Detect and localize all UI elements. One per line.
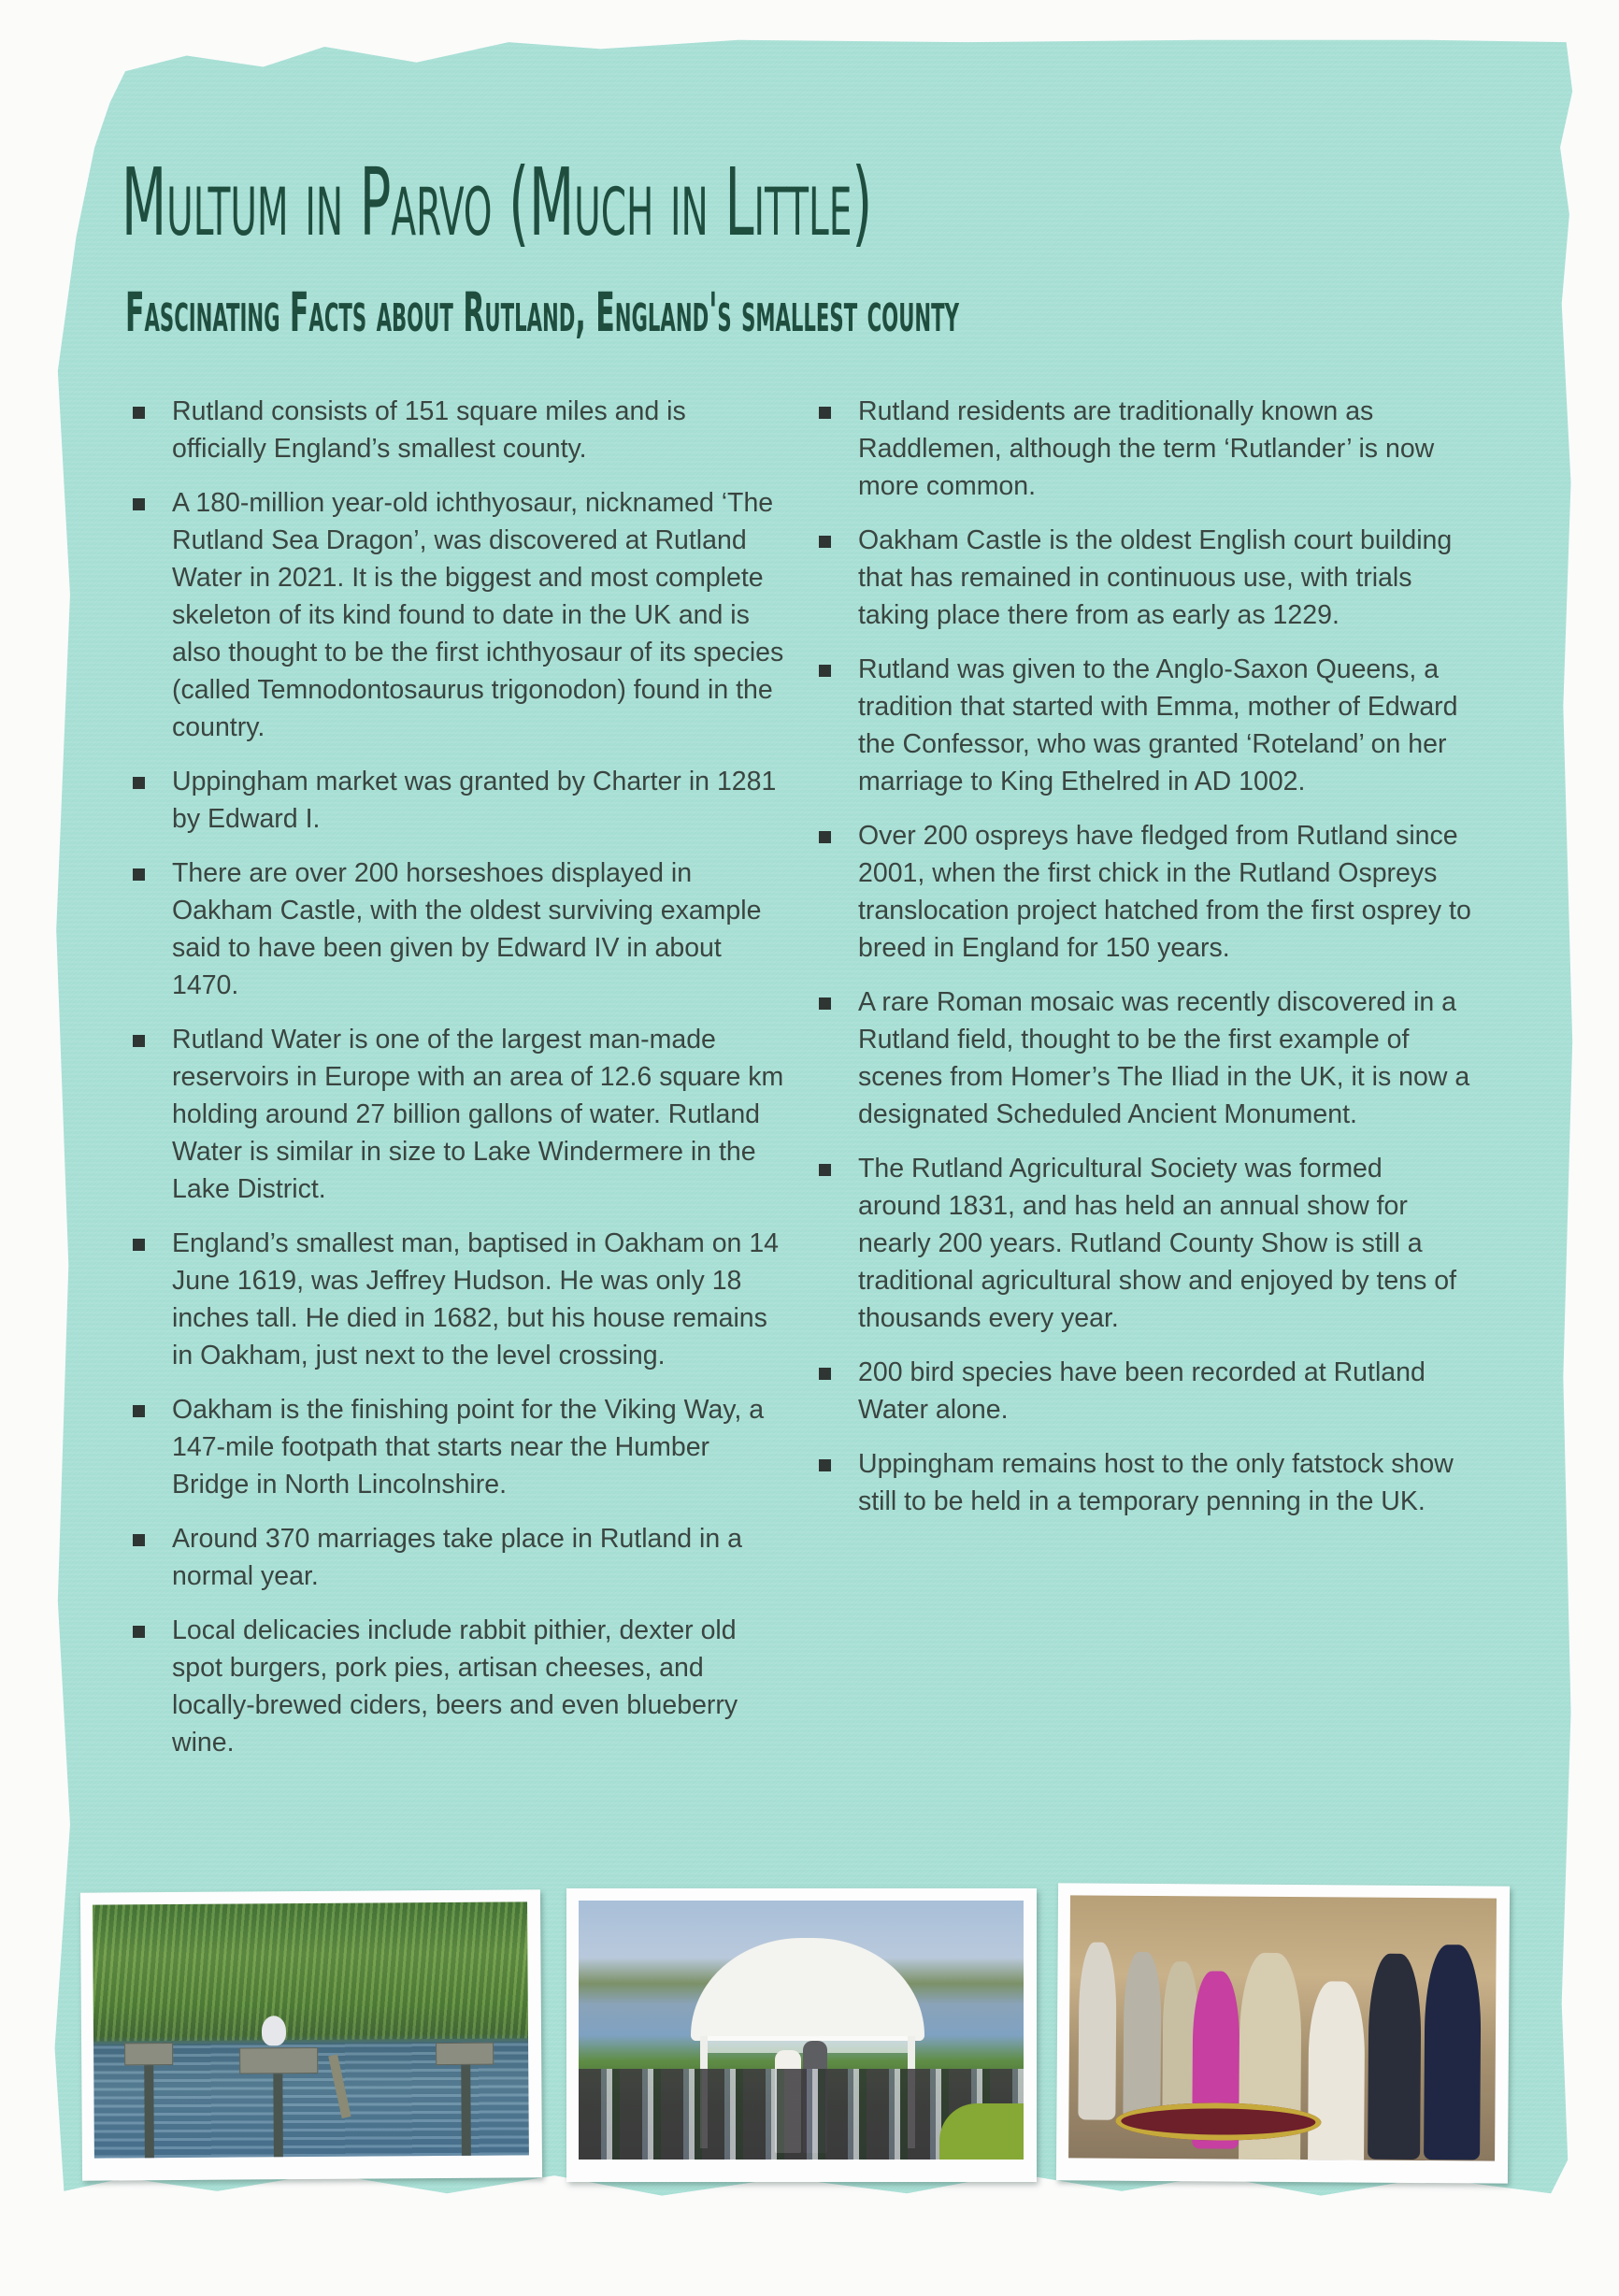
post xyxy=(461,2065,471,2159)
square-bullet-icon xyxy=(819,1459,831,1471)
person-navy-suit xyxy=(1424,1944,1482,2160)
fact-text: There are over 200 horseshoes displayed in Oakham Castle, with the oldest surviving example said to have been given by Edward IV in about 1470. xyxy=(172,858,762,1000)
photo-osprey-nests xyxy=(80,1889,542,2180)
facts-column-right xyxy=(817,393,1471,1537)
square-bullet-icon xyxy=(819,831,831,843)
fact-item xyxy=(131,763,785,838)
fact-item xyxy=(817,983,1471,1133)
nest-platform xyxy=(436,2043,494,2065)
person-dark-suit xyxy=(1368,1954,1422,2160)
post xyxy=(273,2074,283,2158)
page-subtitle: Fascinating Facts about Rutland, England's smallest county xyxy=(125,280,959,344)
fact-text: Rutland residents are traditionally known as Raddlemen, although the term ‘Rutlander’ is now more common. xyxy=(858,396,1435,501)
nest-platform xyxy=(124,2043,173,2065)
person xyxy=(1078,1942,1116,2119)
page-title: Multum in Parvo (Much in Little) xyxy=(122,148,873,257)
facts-column-left xyxy=(131,393,785,1778)
fact-item xyxy=(131,1391,785,1503)
fact-item xyxy=(817,817,1471,967)
fact-text: The Rutland Agricultural Society was formed around 1831, and has held an annual show for nearly 200 years. Rutland County Show is still a traditional agricultural show and enjoyed by tens of thousands every year. xyxy=(858,1154,1457,1333)
fact-item xyxy=(817,1445,1471,1520)
fact-item xyxy=(817,651,1471,800)
fact-text: Rutland consists of 151 square miles and is officially England’s smallest county. xyxy=(172,396,686,464)
fact-text: Rutland was given to the Anglo-Saxon Queens, a tradition that started with Emma, mother of Edward the Confessor, who was granted ‘Roteland’ on her marriage to King Ethelred in AD 1002. xyxy=(858,654,1458,796)
square-bullet-icon xyxy=(819,997,831,1010)
fact-text: Uppingham remains host to the only fatstock show still to be held in a temporary penning in the UK. xyxy=(858,1449,1454,1516)
square-bullet-icon xyxy=(133,1534,145,1546)
fact-text: Rutland Water is one of the largest man-made reservoirs in Europe with an area of 12.6 square km holding around 27 billion gallons of water. Rutland Water is similar in size to Lake Windermere in the Lake District. xyxy=(172,1025,784,1204)
royal-visit-image xyxy=(1068,1895,1497,2160)
fact-item xyxy=(817,522,1471,634)
square-bullet-icon xyxy=(819,536,831,548)
osprey-nests-image xyxy=(93,1901,529,2158)
square-bullet-icon xyxy=(819,665,831,677)
fact-item xyxy=(131,484,785,746)
square-bullet-icon xyxy=(133,1626,145,1638)
square-bullet-icon xyxy=(133,777,145,789)
fact-item xyxy=(817,393,1471,505)
wedding-gazebo-image xyxy=(579,1901,1024,2160)
fact-text: Oakham is the finishing point for the Viking Way, a 147-mile footpath that starts near the Humber Bridge in North Lincolnshire. xyxy=(172,1395,765,1500)
fact-text: Uppingham market was granted by Charter in 1281 by Edward I. xyxy=(172,767,777,834)
hedge xyxy=(939,2103,1024,2160)
fact-text: A rare Roman mosaic was recently discovered in a Rutland field, thought to be the first example of scenes from Homer’s The Iliad in the UK, it is now a designated Scheduled Ancient Monument. xyxy=(858,987,1470,1129)
square-bullet-icon xyxy=(133,1405,145,1417)
fact-item xyxy=(131,393,785,467)
person-white-jacket xyxy=(1308,1981,1365,2160)
square-bullet-icon xyxy=(133,1239,145,1251)
square-bullet-icon xyxy=(133,1035,145,1047)
fact-item xyxy=(131,1612,785,1761)
fact-text: A 180-million year-old ichthyosaur, nicknamed ‘The Rutland Sea Dragon’, was discovered at Rutland Water in 2021. It is the biggest and most complete skeleton of its kind found to date in the UK and is also thought to be the first ichthyosaur of its species (called Temnodontosaurus trigonodon) found in the country. xyxy=(172,488,784,742)
fact-item xyxy=(817,1150,1471,1337)
square-bullet-icon xyxy=(819,407,831,419)
fact-text: Oakham Castle is the oldest English court building that has remained in continuous use, with trials taking place there from as early as 1229. xyxy=(858,525,1453,630)
horseshoe-cushion xyxy=(1115,2102,1321,2142)
photo-wedding-gazebo xyxy=(566,1888,1037,2182)
reeds xyxy=(93,1901,528,2042)
fact-text: Local delicacies include rabbit pithier, dexter old spot burgers, pork pies, artisan cheeses, and locally-brewed ciders, beers and even blueberry wine. xyxy=(172,1615,738,1758)
photo-royal-visit xyxy=(1056,1883,1510,2183)
square-bullet-icon xyxy=(133,868,145,881)
person xyxy=(1123,1952,1161,2120)
fact-text: Around 370 marriages take place in Rutland in a normal year. xyxy=(172,1524,742,1591)
fact-item xyxy=(131,1021,785,1208)
square-bullet-icon xyxy=(819,1164,831,1176)
fact-item xyxy=(817,1354,1471,1428)
fact-item xyxy=(131,854,785,1004)
square-bullet-icon xyxy=(819,1368,831,1380)
gazebo-roof xyxy=(691,1938,924,2041)
fact-text: Over 200 ospreys have fledged from Rutland since 2001, when the first chick in the Rutland Ospreys translocation project hatched from the first osprey to breed in England for 150 years. xyxy=(858,821,1471,963)
fact-text: England’s smallest man, baptised in Oakham on 14 June 1619, was Jeffrey Hudson. He was only 18 inches tall. He died in 1682, but his house remains in Oakham, just next to the level crossing. xyxy=(172,1228,780,1370)
fact-text: 200 bird species have been recorded at Rutland Water alone. xyxy=(858,1357,1426,1425)
square-bullet-icon xyxy=(133,407,145,419)
nest-platform xyxy=(239,2047,318,2074)
post xyxy=(144,2065,154,2158)
gull xyxy=(262,2016,286,2045)
fact-item xyxy=(131,1225,785,1374)
fact-item xyxy=(131,1520,785,1595)
square-bullet-icon xyxy=(133,498,145,510)
